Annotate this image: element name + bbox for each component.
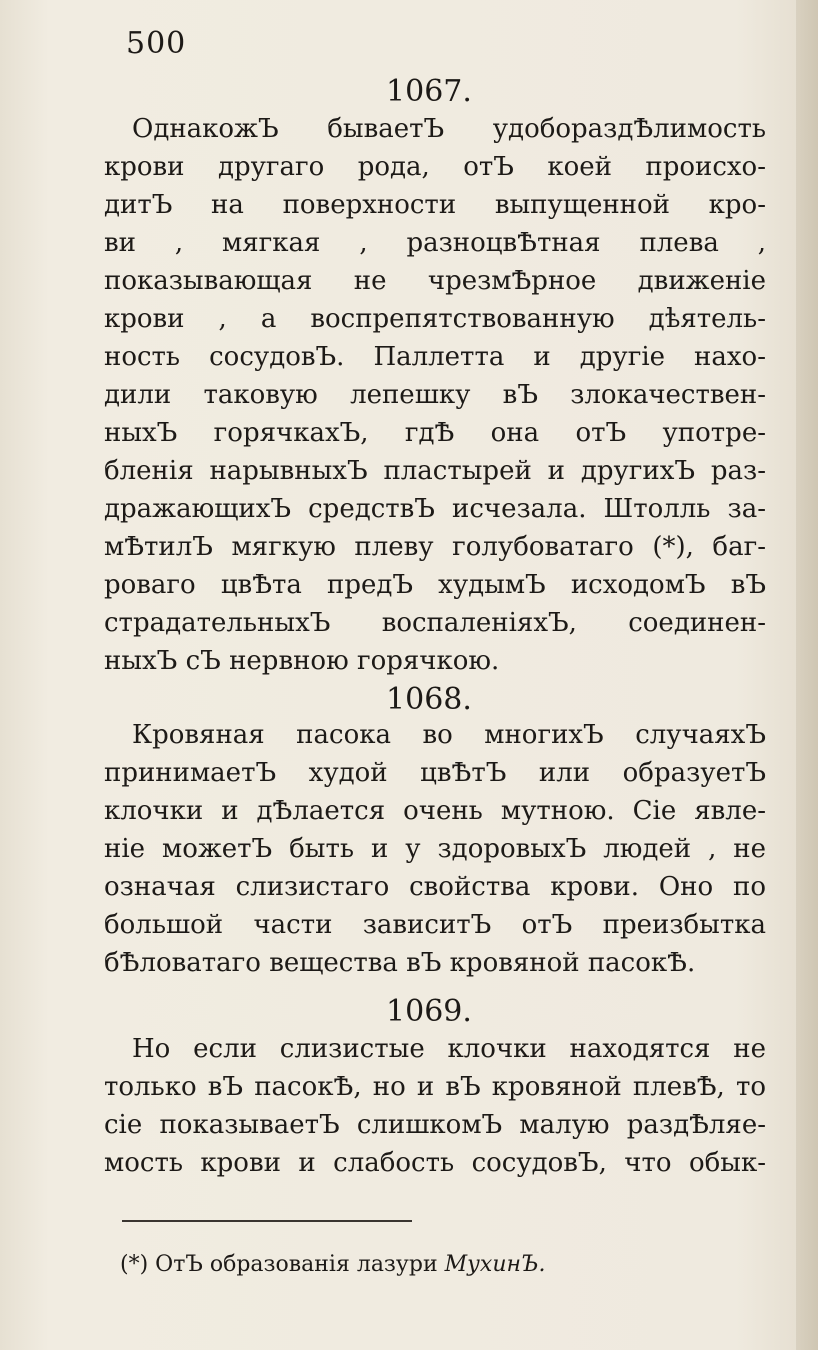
section-heading: 1067. [386, 74, 472, 109]
text-line: Но если слизистые клочки находятся не [132, 1034, 766, 1064]
section-heading: 1069. [386, 994, 472, 1029]
text-line: мость крови и слабость сосудовЪ, что обык- [104, 1148, 766, 1178]
text-line: бленія нарывныхЪ пластырей и другихЪ раз- [104, 456, 766, 486]
text-line: дитЪ на поверхности выпущенной кро- [104, 190, 766, 220]
text-line: ность сосудовЪ. Паллетта и другіе нахо- [104, 342, 766, 372]
text-line: Кровяная пасока во многихЪ случаяхЪ [132, 720, 766, 750]
text-line: страдательныхЪ воспаленіяхЪ, соединен- [104, 608, 766, 638]
text-line: ніе можетЪ быть и у здоровыхЪ людей , не [104, 834, 766, 864]
text-line: бѢловатаго вещества вЪ кровяной пасокѢ. [104, 948, 696, 978]
text-line: сіе показываетЪ слишкомЪ малую раздѢляе- [104, 1110, 766, 1140]
footnote-text: (*) ОтЪ образованія лазури [120, 1252, 445, 1277]
text-line: большой части зависитЪ отЪ преизбытка [104, 910, 766, 940]
text-line: клочки и дѢлается очень мутною. Сіе явле- [104, 796, 766, 826]
text-line: ОднакожЪ бываетЪ удобораздѢлимость [132, 114, 766, 144]
text-line: мѢтилЪ мягкую плеву голубоватаго (*), баг- [104, 532, 766, 562]
text-line: принимаетЪ худой цвѢтЪ или образуетЪ [104, 758, 766, 788]
text-line: ви , мягкая , разноцвѢтная плева , [104, 228, 766, 258]
text-line: означая слизистаго свойства крови. Оно по [104, 872, 766, 902]
text-line: крови , а воспрепятствованную дѣятель- [104, 304, 766, 334]
footnote [120, 1252, 545, 1277]
text-line: только вЪ пасокѢ, но и вЪ кровяной плевѢ, то [104, 1072, 766, 1102]
text-line: дражающихЪ средствЪ исчезала. Штолль за- [104, 494, 766, 524]
footnote-divider [122, 1220, 412, 1222]
text-line: ныхЪ сЪ нервною горячкою. [104, 646, 500, 676]
text-line: крови другаго рода, отЪ коей происхо- [104, 152, 766, 182]
section-heading: 1068. [386, 682, 472, 717]
text-line: показывающая не чрезмѢрное движеніе [104, 266, 766, 296]
page-number: 500 [126, 26, 187, 61]
text-line: дили таковую лепешку вЪ злокачествен- [104, 380, 766, 410]
page-edge [796, 0, 818, 1350]
text-line: ныхЪ горячкахЪ, гдѢ она отЪ употре- [104, 418, 766, 448]
text-line: роваго цвѢта предЪ худымЪ исходомЪ вЪ [104, 570, 766, 600]
footnote-author: МухинЪ. [444, 1252, 546, 1277]
